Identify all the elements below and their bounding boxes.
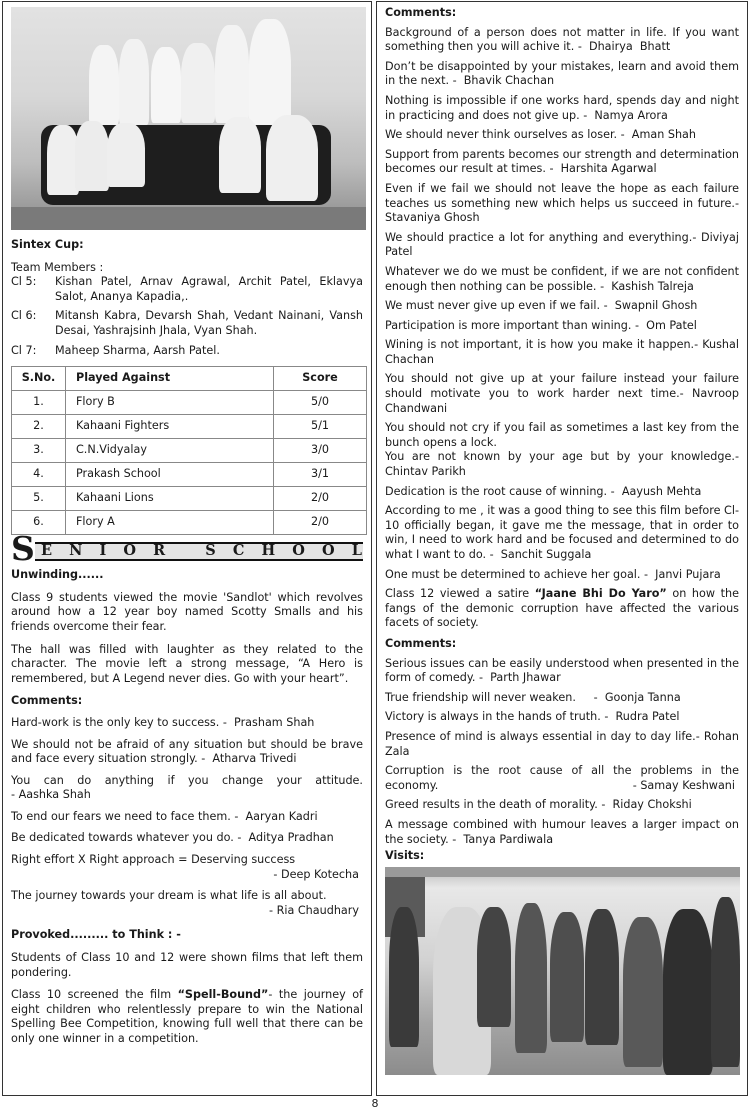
cell-opponent: Flory A	[66, 511, 274, 535]
class-label: Cl 5:	[11, 275, 37, 289]
comment-author: - Navroop Chandwani	[385, 387, 739, 415]
banner-letter: I	[99, 542, 107, 560]
provoked-text-post: - the journey of eight children who relentlessly prepare to win the National Spelling Bee Competition, knowing full well that there can be only one winner in a competition.	[11, 988, 363, 1045]
film-title-jaane-bhi-do-yaro: “Jaane Bhi Do Yaro”	[534, 587, 667, 601]
scores-table	[11, 366, 367, 535]
comment-item	[385, 691, 739, 706]
comment-author: - Kushal Chachan	[385, 338, 739, 366]
comment-text: Victory is always in the hands of truth.	[385, 710, 601, 724]
banner-letter: H	[261, 542, 276, 560]
class12-comments-list	[385, 657, 739, 848]
comment-item	[11, 716, 363, 731]
comment-text: Presence of mind is always essential in day to day life.	[385, 729, 696, 743]
cell-opponent: C.N.Vidyalay	[66, 439, 274, 463]
comment-item	[385, 182, 739, 226]
banner-letter: R	[153, 542, 166, 560]
comment-item	[385, 504, 739, 562]
comment-item	[385, 231, 739, 260]
comment-text: Background of a person does not matter in life. If you want something then you will achive it.	[385, 25, 739, 54]
comment-author: - Swapnil Ghosh	[603, 299, 698, 313]
comment-item	[385, 710, 739, 725]
banner-letters	[35, 542, 363, 561]
class-label: Cl 7:	[11, 343, 37, 357]
cell-score: 5/1	[274, 415, 367, 439]
sintex-cup-title: Sintex Cup:	[11, 238, 84, 251]
comment-text: The journey towards your dream is what life is all about.	[11, 889, 327, 903]
cell-score: 3/0	[274, 439, 367, 463]
left-column	[2, 1, 372, 1096]
cell-sno: 2.	[12, 415, 66, 439]
senior-school-banner	[11, 529, 363, 569]
comment-author: - Janvi Pujara	[644, 567, 721, 581]
header-sno: S.No.	[12, 367, 66, 391]
comment-author: - Harshita Agarwal	[549, 162, 657, 176]
comment-author: - Aman Shah	[620, 128, 696, 142]
comment-author: - Parth Jhawar	[479, 671, 561, 685]
provoked-paragraph-1: Students of Class 10 and 12 were shown films that left them pondering.	[11, 951, 363, 979]
table-header-row	[12, 367, 367, 391]
class12-text-pre: Class 12 viewed a satire	[385, 587, 535, 601]
comment-item	[385, 657, 739, 686]
cell-sno: 5.	[12, 487, 66, 511]
provoked-paragraph-2	[11, 988, 363, 1046]
right-comments-title: Comments:	[385, 6, 457, 19]
banner-letter: O	[123, 542, 136, 560]
comment-text: You should not cry if you fail as sometimes a last key from the bunch opens a lock.	[385, 421, 739, 449]
comment-text: We must never give up even if we fail.	[385, 299, 601, 313]
class-label: Cl 6:	[11, 309, 37, 323]
comment-text: You are not known by your age but by your knowledge.	[385, 450, 735, 464]
class12-comments-title: Comments:	[385, 636, 457, 650]
cell-sno: 6.	[12, 511, 66, 535]
comment-author: - Namya Arora	[583, 108, 668, 122]
comment-author: - Rudra Patel	[604, 710, 680, 724]
member-row	[11, 275, 363, 304]
class12-paragraph	[385, 587, 739, 631]
comment-item	[385, 94, 739, 123]
comment-author: - Atharva Trivedi	[201, 752, 297, 766]
table-row	[12, 463, 367, 487]
comment-item	[385, 128, 739, 143]
table-row	[12, 415, 367, 439]
comment-author: - Stavaniya Ghosh	[385, 196, 739, 225]
comment-author: - Ria Chaudhary	[268, 903, 359, 917]
table-row	[12, 439, 367, 463]
comment-author: - Prasham Shah	[222, 715, 315, 729]
cell-score: 2/0	[274, 487, 367, 511]
cell-opponent: Kahaani Lions	[66, 487, 274, 511]
comment-author: - Bhavik Chachan	[452, 74, 555, 88]
cell-opponent: Prakash School	[66, 463, 274, 487]
member-names: Mitansh Kabra, Devarsh Shah, Vedant Nainani, Vansh Desai, Yashrajsinh Jhala, Vyan Shah.	[55, 309, 363, 337]
comment-item	[11, 810, 363, 825]
class12-text-post: on how the fangs of the demonic corruption have affected the various facets of society.	[385, 587, 739, 630]
comment-item	[385, 421, 739, 450]
comment-text: Serious issues can be easily understood when presented in the form of comedy.	[385, 656, 739, 685]
comment-text: Dedication is the root cause of winning.	[385, 484, 608, 498]
member-names: Kishan Patel, Arnav Agrawal, Archit Patel, Eklavya Salot, Ananya Kapadia,.	[55, 275, 363, 303]
comment-item	[385, 450, 739, 479]
comment-author: - Aditya Pradhan	[237, 831, 334, 845]
member-row	[11, 309, 363, 338]
comment-author: - Chintav Parikh	[385, 450, 739, 479]
comment-item	[385, 148, 739, 177]
comment-author: - Riday Chokshi	[601, 798, 692, 812]
visit-photo	[385, 867, 740, 1075]
comment-text: Be dedicated towards whatever you do.	[11, 831, 234, 845]
comment-text: Support from parents becomes our strength and determination becomes our result at times.	[385, 147, 739, 176]
banner-letter: E	[41, 542, 53, 560]
comment-text: According to me , it was a good thing to see this film before Cl-10 officially began, it gave me the message, that in order to win, I need to work hard and be focused and determined to do what I want to do.	[385, 504, 739, 561]
cell-sno: 3.	[12, 439, 66, 463]
comment-author: - Sanchit Suggala	[489, 548, 592, 561]
unwinding-paragraph-1: Class 9 students viewed the movie 'Sandlot' which revolves around how a 12 year boy named Scotty Smalls and his friends overcome their fear.	[11, 590, 363, 633]
unwinding-title: Unwinding......	[11, 568, 104, 582]
unwinding-paragraph-2: The hall was filled with laughter as they related to the character. The movie left a strong message, “A Hero is remembered, but A Legend never dies. Go with your heart”.	[11, 642, 363, 685]
comment-item	[11, 831, 363, 846]
comment-item	[385, 265, 739, 294]
visits-title: Visits:	[385, 849, 425, 863]
banner-letter: L	[351, 542, 362, 560]
cell-sno: 1.	[12, 391, 66, 415]
comment-item	[385, 26, 739, 55]
comment-author: - Samay Keshwani	[632, 778, 735, 792]
comment-text: Participation is more important than wining.	[385, 318, 632, 332]
unwinding-comments-list	[11, 716, 363, 919]
unwinding-comments-title: Comments:	[11, 694, 83, 708]
cell-opponent: Kahaani Fighters	[66, 415, 274, 439]
comment-item	[11, 774, 363, 803]
comment-text: One must be determined to achieve her goal.	[385, 567, 641, 581]
comment-item	[385, 60, 739, 89]
member-row	[11, 344, 363, 359]
comment-text: Don’t be disappointed by your mistakes, learn and avoid them in the next.	[385, 59, 739, 88]
page-number: 8	[371, 1097, 379, 1110]
comment-item	[385, 568, 739, 583]
cell-score: 3/1	[274, 463, 367, 487]
comment-text: We should practice a lot for anything and everything.	[385, 230, 693, 244]
cell-score: 2/0	[274, 511, 367, 535]
comment-text: We should not be afraid of any situation but should be brave and face every situation strongly.	[11, 737, 363, 766]
comment-author: - Deep Kotecha	[273, 867, 359, 881]
banner-letter: O	[292, 542, 305, 560]
comment-author: - Rohan Zala	[385, 729, 739, 758]
banner-initial: S	[11, 529, 35, 569]
comment-item	[385, 372, 739, 416]
team-photo	[11, 7, 366, 230]
comment-text: Even if we fail we should not leave the hope as each failure teaches us something new which helps us succeed in future.	[385, 181, 739, 210]
table-row	[12, 391, 367, 415]
comment-author: - Tanya Pardiwala	[452, 832, 554, 846]
comment-text: Hard-work is the only key to success.	[11, 715, 220, 729]
comment-text: You should not give up at your failure instead your failure should motivate you to work harder next time.	[385, 372, 739, 401]
comment-text: True friendship will never weaken.	[385, 690, 576, 704]
comment-text: A message combined with humour leaves a larger impact on the society.	[385, 817, 739, 846]
comment-author: - Dhairya Bhatt	[577, 40, 671, 54]
member-names: Maheep Sharma, Aarsh Patel.	[55, 343, 220, 357]
header-score: Score	[274, 367, 367, 391]
comment-item	[11, 853, 363, 882]
film-title-spellbound: “Spell-Bound”	[177, 988, 269, 1002]
comment-item	[385, 485, 739, 500]
cell-score: 5/0	[274, 391, 367, 415]
provoked-text-pre: Class 10 screened the film	[11, 988, 178, 1002]
comment-author: - Aayush Mehta	[610, 484, 702, 498]
comment-text: Whatever we do we must be confident, if we are not confident enough then nothing can be possible.	[385, 264, 739, 293]
comment-text: Wining is not important, it is how you make it happen.	[385, 338, 695, 352]
banner-letter: N	[69, 542, 83, 560]
comment-text: You can do anything if you change your attitude.	[11, 773, 363, 787]
banner-letter: S	[205, 542, 216, 560]
cell-opponent: Flory B	[66, 391, 274, 415]
team-members-list	[11, 275, 363, 358]
comment-item	[385, 319, 739, 334]
comment-text: To end our fears we need to face them.	[11, 809, 231, 823]
team-members-label: Team Members :	[11, 260, 104, 274]
comment-item	[11, 738, 363, 767]
banner-letter: O	[321, 542, 335, 560]
comment-item	[385, 818, 739, 847]
comment-item	[385, 338, 739, 367]
table-row	[12, 487, 367, 511]
header-played-against: Played Against	[66, 367, 274, 391]
comment-item	[11, 889, 363, 918]
provoked-title: Provoked......... to Think : -	[11, 928, 181, 942]
comment-author: - Diviyaj Patel	[385, 230, 739, 259]
comment-author: - Aashka Shah	[11, 788, 91, 802]
right-column	[376, 1, 748, 1096]
comment-item	[385, 299, 739, 314]
comment-text: Corruption is the root cause of all the problems in the economy.	[385, 764, 739, 792]
comment-author: - Aaryan Kadri	[234, 809, 318, 823]
table-row	[12, 511, 367, 535]
comment-text: Right effort X Right approach = Deserving success	[11, 853, 296, 867]
comment-text: We should never think ourselves as loser.	[385, 128, 618, 142]
comment-item	[385, 764, 739, 793]
comment-author: - Kashish Talreja	[600, 279, 694, 293]
comment-author: - Goonja Tanna	[579, 690, 681, 704]
right-comments-list	[385, 26, 739, 583]
comment-text: Greed results in the death of morality.	[385, 798, 598, 812]
comment-item	[385, 730, 739, 759]
comment-item	[385, 798, 739, 813]
comment-author: - Om Patel	[635, 318, 697, 332]
cell-sno: 4.	[12, 463, 66, 487]
banner-letter: C	[232, 542, 245, 560]
comment-text: Nothing is impossible if one works hard, spends day and night in practicing and does not give up.	[385, 93, 739, 122]
